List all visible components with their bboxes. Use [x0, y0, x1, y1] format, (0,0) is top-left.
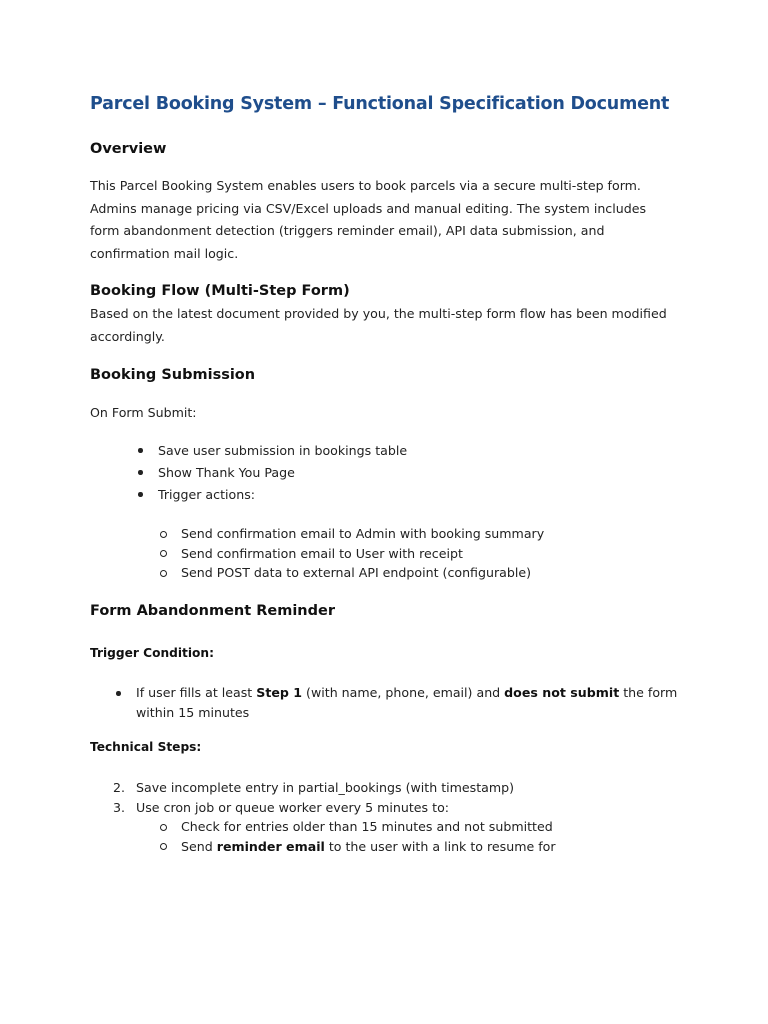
trigger-bold-not-submit: does not submit [504, 685, 620, 700]
overview-line: confirmation mail logic. [90, 246, 239, 262]
booking-flow-paragraph [90, 303, 680, 348]
trigger-actions-sublist [181, 524, 544, 583]
step-text: Use cron job or queue worker every 5 minutes to: [136, 799, 450, 815]
list-item: Trigger actions: [158, 484, 407, 506]
trigger-condition-list [136, 683, 677, 723]
booking-flow-line: Based on the latest document provided by you, the multi-step form flow has been modified [90, 306, 667, 321]
list-item: Send confirmation email to Admin with booking summary [181, 524, 544, 544]
overview-line: form abandonment detection (triggers reminder email), API data submission, and [90, 223, 605, 239]
document-title: Parcel Booking System – Functional Specification Document [90, 94, 670, 114]
list-item [113, 778, 515, 798]
trigger-text: (with name, phone, email) and [302, 685, 505, 700]
list-item: Save user submission in bookings table [158, 440, 407, 462]
technical-steps-list [113, 778, 515, 817]
list-item: Send POST data to external API endpoint (configurable) [181, 563, 544, 583]
list-item [181, 837, 556, 857]
sub-text: Send [181, 838, 217, 854]
overview-heading: Overview [90, 141, 167, 157]
booking-submission-heading: Booking Submission [90, 367, 256, 383]
list-item-continuation: within 15 minutes [136, 705, 250, 720]
list-item: Check for entries older than 15 minutes and not submitted [181, 817, 556, 837]
technical-steps-sublist [181, 817, 556, 856]
list-item [136, 683, 677, 703]
list-item: Send confirmation email to User with receipt [181, 544, 544, 564]
reminder-email-bold: reminder email [216, 838, 325, 854]
step-text: Save incomplete entry in partial_bookings (with timestamp) [136, 780, 515, 795]
trigger-text: the form [619, 685, 678, 700]
step-number: 2. [113, 780, 126, 795]
overview-line: Admins manage pricing via CSV/Excel uploads and manual editing. The system includes [90, 200, 647, 216]
overview-line: This Parcel Booking System enables users to book parcels via a secure multi-step form. [90, 178, 641, 193]
sub-text: to the user with a link to resume for [324, 838, 556, 854]
booking-flow-heading: Booking Flow (Multi-Step Form) [90, 283, 350, 299]
trigger-bold-step: Step 1 [256, 685, 303, 700]
list-item: Show Thank You Page [158, 462, 407, 484]
overview-paragraph [90, 175, 680, 266]
trigger-text: If user fills at least [136, 685, 257, 700]
submission-bullet-list [158, 440, 407, 506]
booking-flow-line: accordingly. [90, 328, 165, 344]
on-form-submit-text: On Form Submit: [90, 405, 197, 420]
technical-steps-label: Technical Steps: [90, 740, 202, 754]
step-number: 3. [113, 799, 126, 815]
trigger-condition-label: Trigger Condition: [90, 646, 214, 660]
list-item [113, 798, 514, 818]
abandonment-heading: Form Abandonment Reminder [90, 603, 335, 619]
